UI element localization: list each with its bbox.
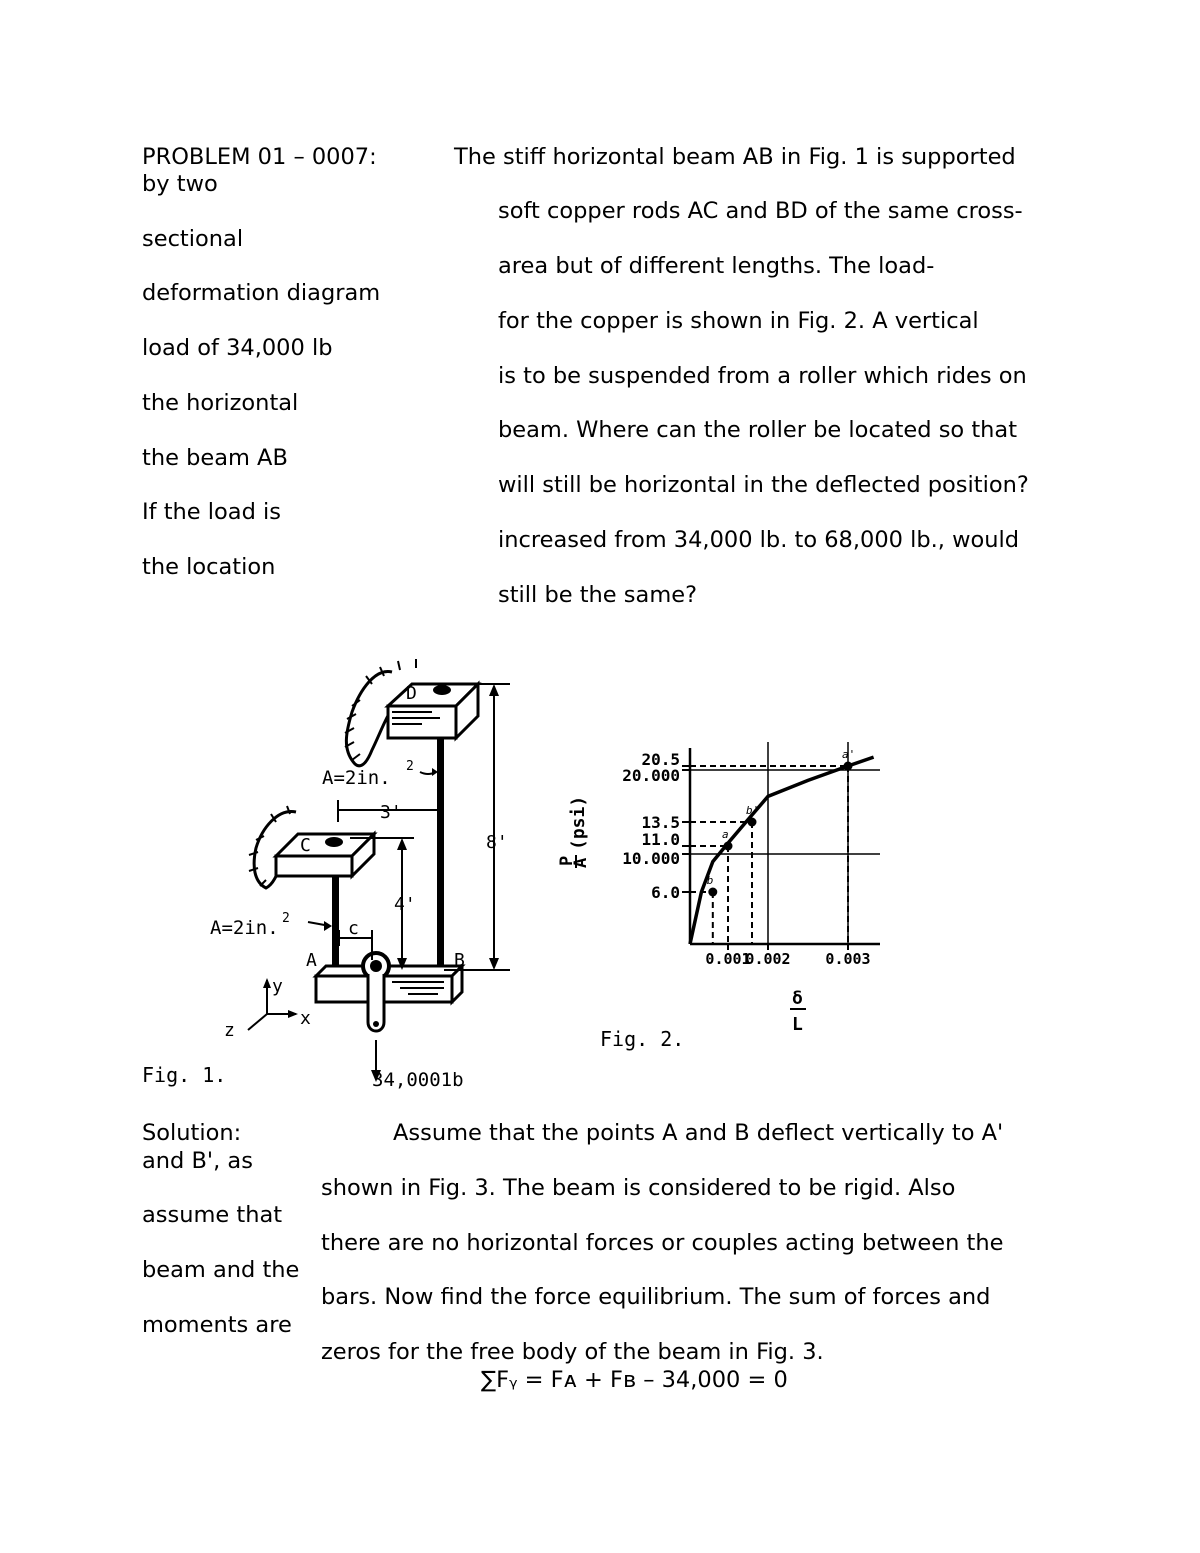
problem-left-fragment: the beam AB: [142, 445, 288, 471]
area-left-exp: 2: [282, 911, 290, 926]
x-label-den: L: [792, 1014, 803, 1035]
problem-heading: PROBLEM 01 – 0007:: [142, 144, 377, 170]
problem-left-fragment: sectional: [142, 226, 244, 252]
axis-y-label: y: [272, 976, 283, 997]
point-label: a': [842, 748, 856, 761]
fig2-caption: Fig. 2.: [600, 1027, 685, 1051]
problem-line: beam. Where can the roller be located so that: [498, 417, 1018, 443]
problem-left-fragment: by two: [142, 171, 218, 197]
solution-left-fragment: assume that: [142, 1202, 283, 1228]
y-label-unit: (psi): [568, 795, 589, 850]
equation: ∑Fᵧ = Fᴀ + Fʙ – 34,000 = 0: [481, 1367, 788, 1393]
dim-3-label: 3': [380, 802, 402, 823]
solution-line: there are no horizontal forces or couples acting between the: [321, 1230, 1004, 1256]
x-tick-label: 0.002: [745, 950, 791, 968]
rod-bd: [437, 738, 444, 970]
dim-4-label: 4': [394, 894, 416, 915]
problem-left-fragment: load of 34,000 lb: [142, 335, 333, 361]
rod-ac: [332, 876, 339, 970]
solution-line: shown in Fig. 3. The beam is considered to be rigid. Also: [321, 1175, 956, 1201]
dim-c-label: c: [348, 918, 359, 939]
label-c: C: [300, 835, 311, 856]
y-tick-label: 6.0: [651, 883, 680, 902]
fig1-caption: Fig. 1.: [142, 1063, 227, 1087]
y-tick-label: 20.000: [622, 766, 680, 785]
solution-line: bars. Now find the force equilibrium. The sum of forces and: [321, 1284, 991, 1310]
y-tick-label: 20.5: [641, 750, 680, 769]
y-tick-label: 13.5: [641, 813, 680, 832]
problem-line: still be the same?: [498, 582, 698, 608]
point-label: a: [722, 828, 729, 841]
data-point: [708, 888, 717, 897]
x-label-num: δ: [792, 988, 803, 1009]
problem-left-fragment: the horizontal: [142, 390, 299, 416]
x-tick-label: 0.003: [825, 950, 871, 968]
label-d: D: [406, 683, 417, 704]
stress-strain-curve: [690, 757, 874, 944]
data-point: [844, 762, 853, 771]
solution-line: zeros for the free body of the beam in Fig. 3.: [321, 1339, 824, 1365]
y-label-num: P: [557, 855, 577, 866]
area-top-exp: 2: [406, 759, 414, 774]
data-point: [724, 842, 733, 851]
point-label: b': [746, 804, 760, 817]
problem-left-fragment: the location: [142, 554, 276, 580]
solution-heading: Solution:: [142, 1120, 242, 1146]
axis-z-label: z: [224, 1020, 235, 1041]
fig1-diagram: [130, 650, 550, 1100]
problem-line: is to be suspended from a roller which rides on: [498, 363, 1027, 389]
x-tick-label: 0.001: [705, 950, 751, 968]
problem-left-fragment: If the load is: [142, 499, 281, 525]
axis-z-line: [248, 1014, 267, 1030]
problem-first-line: The stiff horizontal beam AB in Fig. 1 is supported: [454, 144, 1016, 170]
problem-line: will still be horizontal in the deflected position?: [498, 472, 1029, 498]
wall-hatch-top: [346, 672, 392, 766]
load-label: 34,0001b: [372, 1069, 464, 1091]
solution-first-line: Assume that the points A and B deflect vertically to A': [393, 1120, 1004, 1146]
solution-left-fragment: and B', as: [142, 1148, 253, 1174]
problem-left-fragment: deformation diagram: [142, 280, 381, 306]
area-top-label: A=2in.: [322, 767, 391, 789]
label-b: B: [454, 950, 465, 971]
fig2-chart: [550, 730, 920, 1060]
problem-line: area but of different lengths. The load-: [498, 253, 935, 279]
solution-left-fragment: beam and the: [142, 1257, 300, 1283]
data-point: [748, 818, 757, 827]
solution-left-fragment: moments are: [142, 1312, 292, 1338]
y-tick-label: 10.000: [622, 849, 680, 868]
point-label: b: [706, 874, 714, 887]
dim-8-label: 8': [486, 832, 508, 853]
y-tick-label: 11.0: [641, 830, 680, 849]
y-label-den: A: [571, 857, 591, 868]
axis-x-label: x: [300, 1008, 311, 1029]
problem-line: soft copper rods AC and BD of the same cross-: [498, 198, 1023, 224]
area-left-label: A=2in.: [210, 917, 279, 939]
problem-line: for the copper is shown in Fig. 2. A vertical: [498, 308, 979, 334]
label-a: A: [306, 950, 317, 971]
problem-line: increased from 34,000 lb. to 68,000 lb., would: [498, 527, 1020, 553]
